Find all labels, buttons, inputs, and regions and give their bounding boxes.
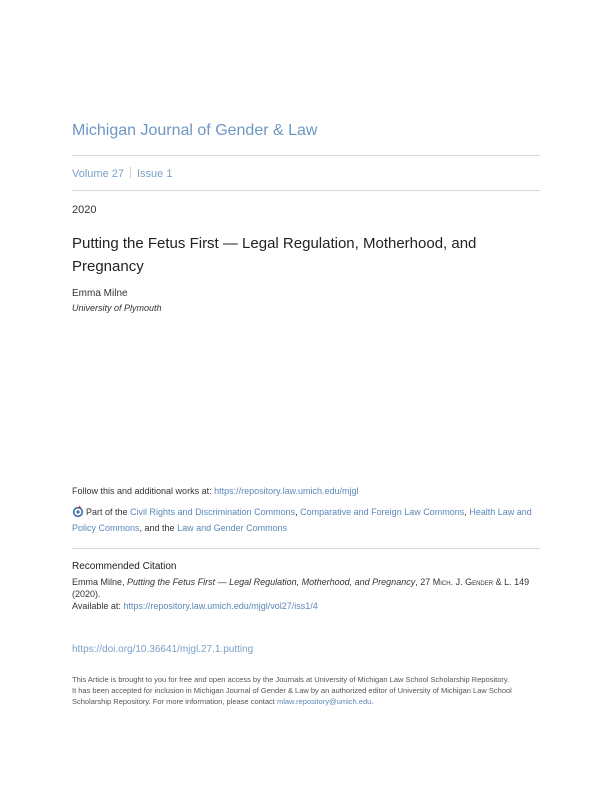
commons-link-health-law[interactable]: Health Law and Policy Commons [72, 507, 532, 533]
divider [72, 155, 540, 156]
recommended-citation-heading: Recommended Citation [72, 561, 177, 572]
contact-email-link[interactable]: mlaw.repository@umich.edu [276, 697, 372, 706]
divider [72, 548, 540, 549]
divider [72, 190, 540, 191]
commons-link-comparative-law[interactable]: Comparative and Foreign Law Commons [300, 507, 465, 517]
repository-link[interactable]: https://repository.law.umich.edu/mjgl [214, 486, 359, 496]
follow-label: Follow this and additional works at: [72, 486, 212, 496]
author-affiliation: University of Plymouth [72, 303, 162, 313]
doi-link[interactable]: https://doi.org/10.36641/mjgl.27.1.putting [72, 644, 254, 655]
journal-title[interactable]: Michigan Journal of Gender & Law [72, 122, 318, 139]
bepress-network-icon [72, 505, 84, 517]
commons-link-law-gender[interactable]: Law and Gender Commons [177, 523, 288, 533]
citation-text: Emma Milne, Putting the Fetus First — Legal Regulation, Motherhood, and Pregnancy, 27 Mich. J. Gender & L. 149 (2020). Available at: https://repository.law.umich.edu/mjgl/vol27/iss1/4 [72, 577, 530, 611]
follow-line [72, 486, 359, 496]
citation-url-link[interactable]: https://repository.law.umich.edu/mjgl/vol27/iss1/4 [123, 601, 318, 611]
volume-issue-row [72, 167, 172, 180]
cover-page [72, 0, 540, 792]
part-of-prefix: Part of the [86, 507, 128, 517]
part-of-commons: Part of the Civil Rights and Discrimination Commons, Comparative and Foreign Law Commons, Health Law and Policy Commons, and the Law and Gender Commons [72, 507, 532, 533]
article-title: Putting the Fetus First — Legal Regulation, Motherhood, and Pregnancy [72, 235, 477, 275]
issue-link[interactable]: Issue 1 [136, 168, 173, 180]
footer-notice: This Article is brought to you for free and open access by the Journals at University of Michigan Law School Scholarship Repository. It has been accepted for inclusion in Michigan Journal of Gender & Law by an authorized editor of University of Michigan Law School Scholarship Repository. For more information, please contact mlaw.repository@umich.edu. [72, 675, 512, 706]
commons-link-civil-rights[interactable]: Civil Rights and Discrimination Commons [130, 507, 296, 517]
volume-link[interactable]: Volume 27 [72, 168, 124, 180]
author-name: Emma Milne [72, 288, 128, 299]
publication-year: 2020 [72, 204, 97, 216]
separator [130, 167, 131, 178]
